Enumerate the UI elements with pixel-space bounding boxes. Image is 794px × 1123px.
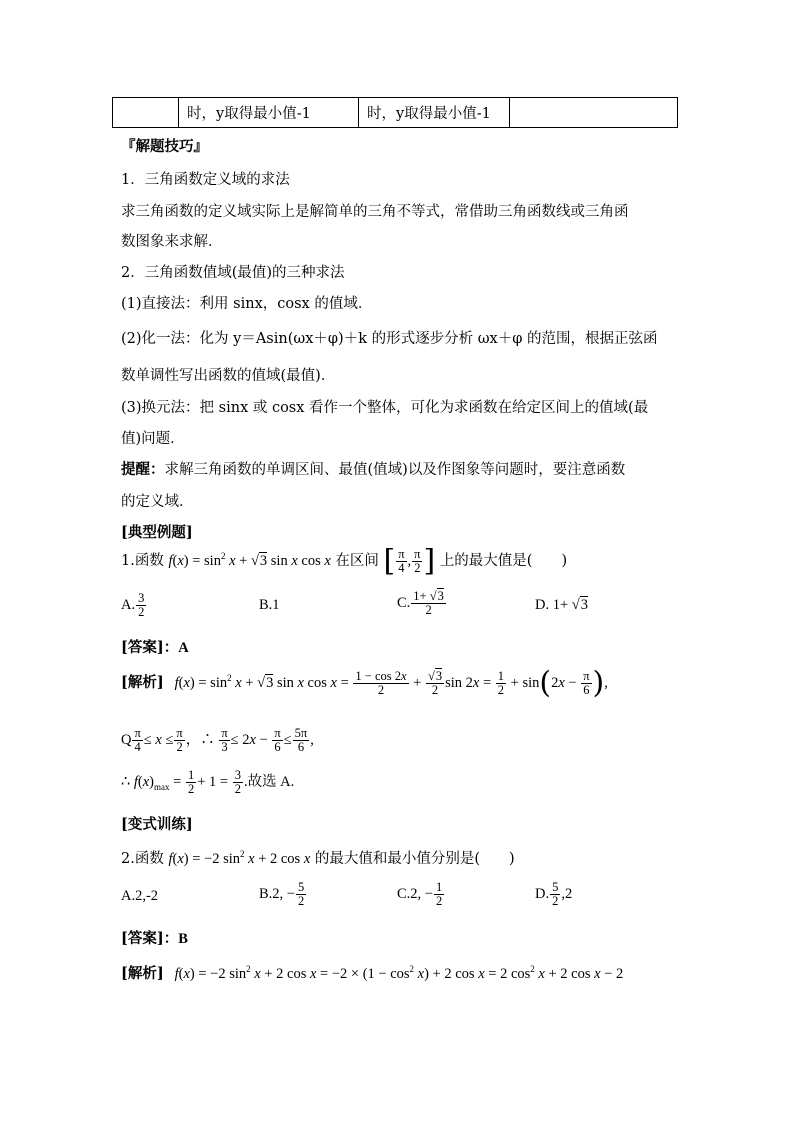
answer-label: [答案]： [121,639,179,656]
tips-heading: 『解题技巧』 [121,138,208,155]
p2-method2-line2: 数单调性写出函数的值域(最值)． [121,368,336,384]
table-cell-3 [510,98,677,127]
question-1 [121,543,568,579]
example-heading: [典型例题] [121,524,193,541]
reminder-line2: 的定义域． [121,494,194,510]
q1-answer-line [121,636,189,657]
q1-function: $f(x) = \sin^2 x + √3$ sin x cos x [168,551,331,569]
q1-analysis-line3: ∴ $f(x)_{max}$ = $\frac{1}{2}$ + 1 = $\frac{3}{2}$ .故选 A. [121,768,295,797]
q1-conclusion: .故选 A. [243,773,295,790]
p1-body-line1: 求三角函数的定义域实际上是解简单的三角不等式，常借助三角函数线或三角函 [121,204,629,220]
q1-suffix: 上的最大值是( ) [439,552,568,569]
p2-method3-line1: (3)换元法：把 sinx 或 cosx 看作一个整体，可化为求函数在给定区间上的值域(最 [121,400,649,416]
q2-answer: B [178,931,188,947]
q1-prefix: 1.函数 [121,552,164,569]
q1-option-a: A. $\frac{3}{2}$ [121,591,145,620]
table-cell-2: 时，y取得最小值-1 [359,98,510,127]
p1-body-line2: 数图象来求解． [121,234,223,250]
p2-method1: (1)直接法：利用 sinx，cosx 的值域． [121,296,373,312]
table-cell-1: 时，y取得最小值-1 [179,98,359,127]
reminder-text: 求解三角函数的单调区间、最值(值域)以及作图象等问题时，要注意函数 [164,462,626,478]
q2-function: f(x) = −2 $\sin^2 x + 2$ cos x [168,849,311,867]
q1-interval: [ $\frac{\pi}{4}$ , $\frac{\pi}{2}$ ] [383,543,436,579]
q1-option-c: C. $\frac{1+ √3}{2}$ [397,589,444,618]
q1-option-d: D. 1+ √3 [535,597,588,613]
q1-option-b: B.1 [259,597,280,613]
q1-analysis-line1: [解析] $f(x) = \sin^2 x + √3$ sin x cos x = $\frac{1 - \cos 2x}{2}$ + $\frac{√3}{2}$ sin 2x = $\frac{1}{2}$ + sin(2x − $\frac{\pi}{6}$ ), [121,665,608,701]
q2-suffix: 的最大值和最小值分别是( ) [314,851,515,867]
question-2 [121,847,515,868]
q1-mid: 在区间 [335,552,379,569]
p2-title: 2．三角函数值域(最值)的三种求法 [121,265,345,281]
q2-option-a: A.2,-2 [121,888,159,904]
p2-method2-line1: (2)化一法：化为 y＝Asin(ωx＋φ)＋k 的形式逐步分析 ωx＋φ 的范围，根据正弦函 [121,331,658,347]
table-row [112,97,678,128]
q1-analysis-line2: Q $\frac{\pi}{4}$ ≤ x ≤ $\frac{\pi}{2}$ ，∴ $\frac{\pi}{3}$ ≤ 2x − $\frac{\pi}{6}$ ≤ $\frac{5\pi}{6}$ , [121,726,314,755]
reminder-line1 [121,458,625,479]
variant-heading: [变式训练] [121,816,193,833]
table-cell-0 [113,98,179,127]
q2-option-d: D. $\frac{5}{2}$ ,2 [535,880,573,909]
q2-prefix: 2.函数 [121,851,164,867]
q2-analysis-line1: [解析] f(x) = −2 $\sin^2 x + 2$ $\cos x = -2 \times (1 - \cos^2 x) + 2$ cos x = 2 $\cos^2 x + 2$ cos x − 2 [121,964,624,982]
reminder-label: 提醒： [121,461,165,478]
q2-option-c: C.2, − $\frac{1}{2}$ [397,880,443,909]
p1-title: 1．三角函数定义域的求法 [121,172,290,188]
p2-method3-line2: 值)问题． [121,431,185,447]
q2-answer-line: [答案]：B [121,930,188,947]
q2-option-b: B.2, − $\frac{5}{2}$ [259,880,305,909]
analysis-label: [解析] [121,673,164,691]
q1-answer: A [178,640,189,656]
